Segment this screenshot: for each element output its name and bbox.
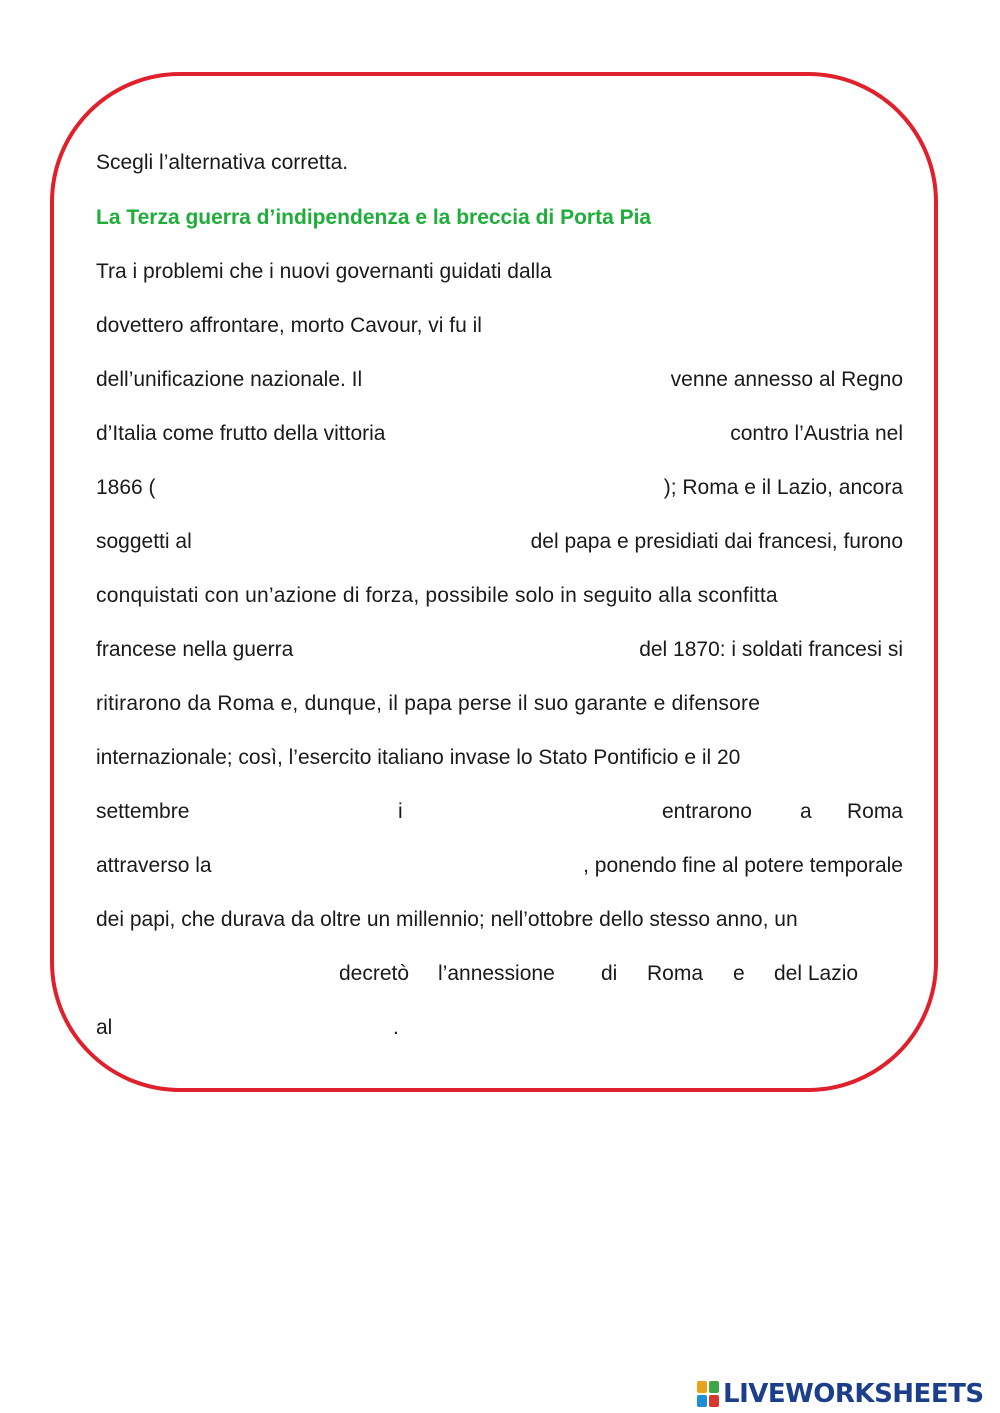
text-segment: ); Roma e il Lazio, ancora (663, 476, 903, 499)
text-segment: attraverso la (96, 854, 212, 877)
text-segment: settembre (96, 800, 190, 823)
liveworksheets-logo (697, 1378, 984, 1410)
text-segment: l’annessione (438, 962, 555, 985)
text-line-4 (96, 421, 903, 447)
text-segment: e (733, 962, 745, 985)
text-line-7: conquistati con un’azione di forza, possibile solo in seguito alla sconfitta (96, 584, 778, 607)
text-segment: i (398, 800, 403, 823)
text-line-9: ritirarono da Roma e, dunque, il papa perse il suo garante e difensore (96, 692, 761, 715)
text-line-2: dovettero affrontare, morto Cavour, vi fu il (96, 314, 482, 337)
worksheet-title: La Terza guerra d’indipendenza e la breccia di Porta Pia (96, 206, 652, 229)
text-line-6 (96, 529, 903, 555)
text-line-5 (96, 475, 903, 501)
text-segment: dell’unificazione nazionale. Il (96, 368, 363, 391)
text-line-13: dei papi, che durava da oltre un millennio; nell’ottobre dello stesso anno, un (96, 908, 798, 931)
text-segment: . (393, 1016, 399, 1039)
text-line-10: internazionale; così, l’esercito italiano invase lo Stato Pontificio e il 20 (96, 746, 741, 769)
text-segment: d’Italia come frutto della vittoria (96, 422, 386, 445)
text-line-12 (96, 853, 903, 879)
text-segment: del 1870: i soldati francesi si (639, 638, 903, 661)
logo-icon (697, 1381, 719, 1407)
text-segment: decretò (339, 962, 410, 985)
text-segment: di (601, 962, 618, 985)
logo-text: LIVEWORKSHEETS (723, 1379, 984, 1409)
text-segment: al (96, 1016, 113, 1039)
text-segment: del Lazio (774, 962, 859, 985)
text-segment: francese nella guerra (96, 638, 294, 661)
text-segment: soggetti al (96, 530, 192, 553)
text-segment: entrarono (662, 800, 752, 823)
text-segment: venne annesso al Regno (670, 368, 903, 391)
text-segment: 1866 ( (96, 476, 156, 499)
text-line-8 (96, 637, 903, 663)
text-segment: contro l’Austria nel (730, 422, 903, 445)
text-segment: del papa e presidiati dai francesi, furono (530, 530, 903, 553)
text-line-3 (96, 367, 903, 393)
text-segment: a (800, 800, 812, 823)
text-segment: Roma (846, 800, 903, 823)
text-segment: Roma (647, 962, 704, 985)
instruction-text: Scegli l’alternativa corretta. (96, 151, 349, 174)
text-segment: , ponendo fine al potere temporale (583, 854, 903, 877)
text-line-1: Tra i problemi che i nuovi governanti guidati dalla (96, 260, 552, 283)
